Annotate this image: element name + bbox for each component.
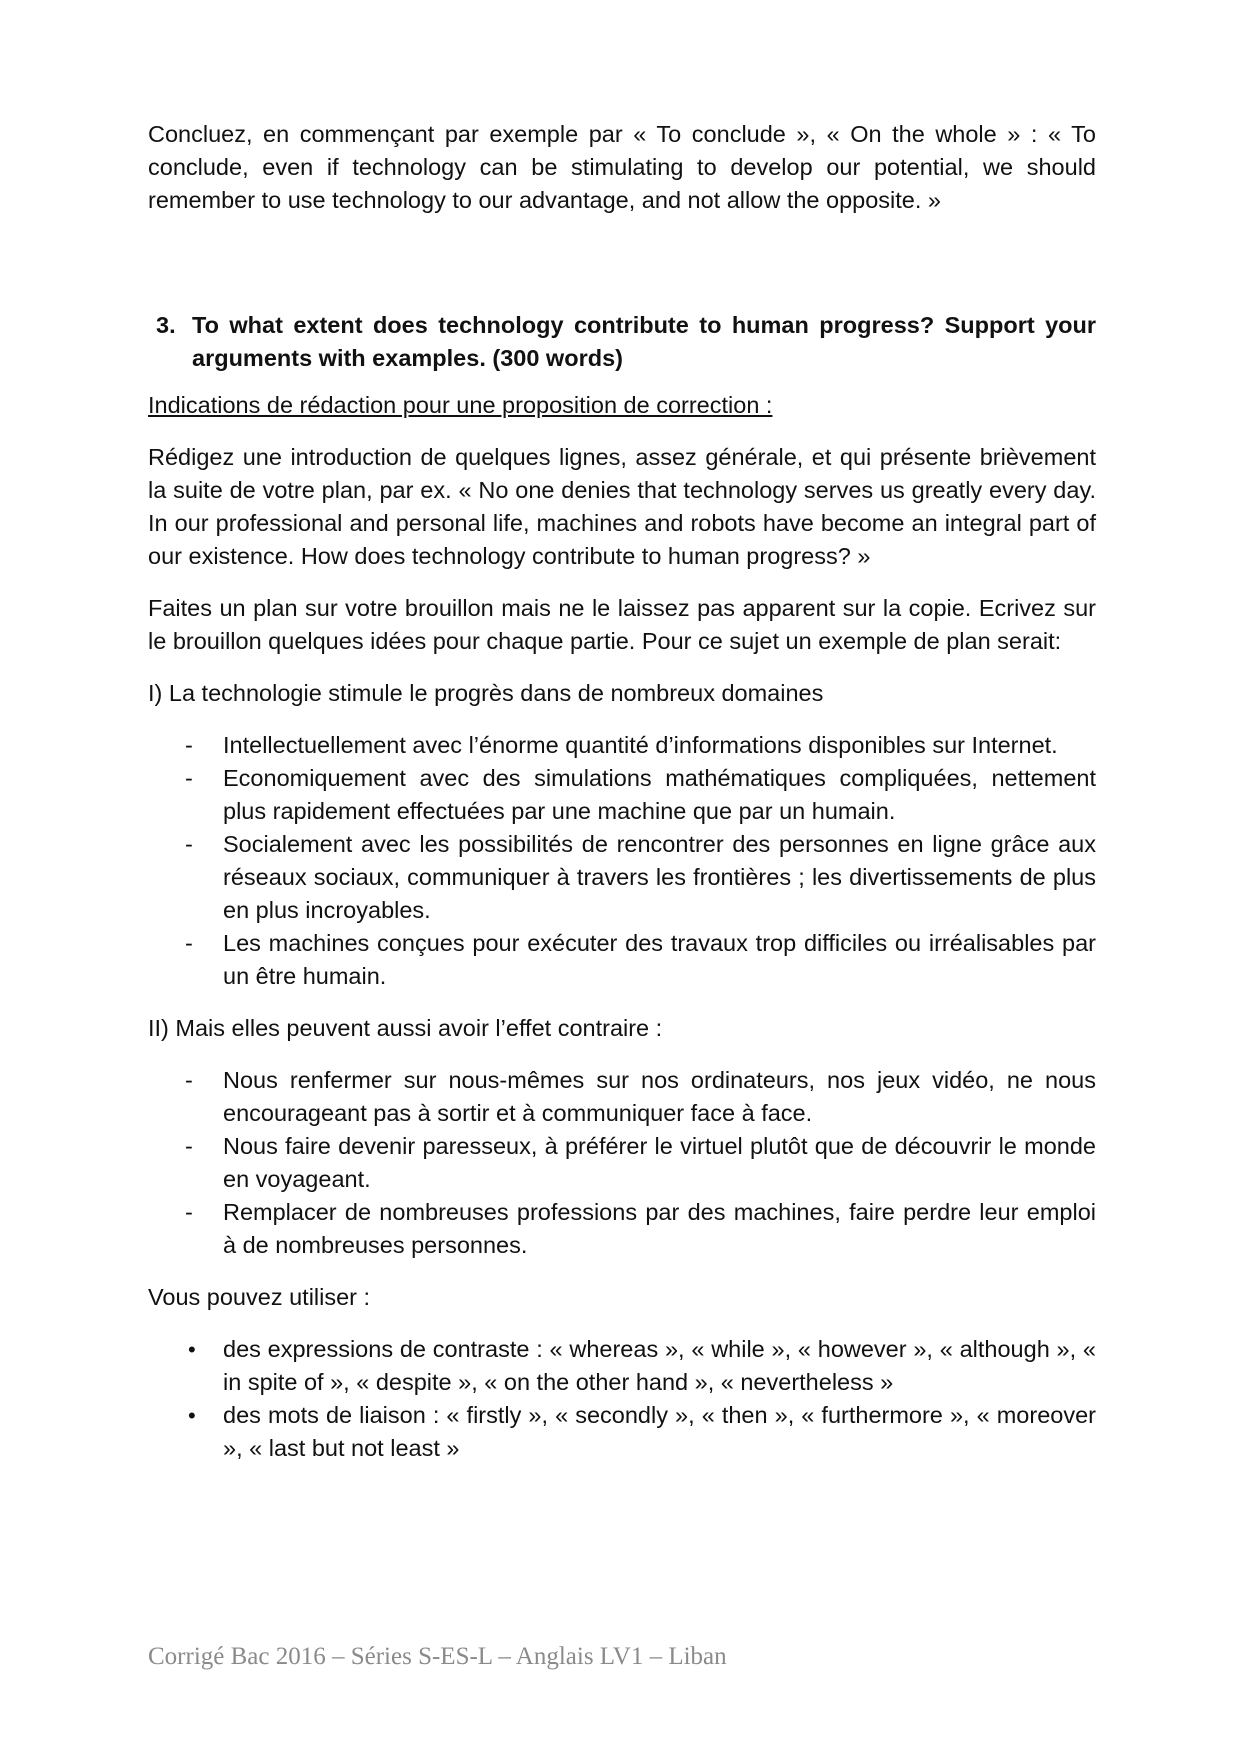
list-item xyxy=(148,828,1096,927)
list-item xyxy=(148,1064,1096,1130)
dash-marker: - xyxy=(185,1067,193,1093)
dash-marker: - xyxy=(185,1199,193,1225)
list-item-text: Nous renfermer sur nous-mêmes sur nos ordinateurs, nos jeux vidéo, ne nous encourageant pas à sortir et à communiquer face à face. xyxy=(223,1067,1096,1126)
list-item-text: des expressions de contraste : « whereas », « while », « however », « although », « in spite of », « despite », « on the other hand », « nevertheless » xyxy=(223,1336,1096,1395)
dash-marker: - xyxy=(185,930,193,956)
introduction-paragraph: Rédigez une introduction de quelques lignes, assez générale, et qui présente brièvement la suite de votre plan, par ex. « No one denies that technology serves us greatly every day. In our professional and personal life, machines and robots have become an integral part of our existence. How does technology contribute to human progress? » xyxy=(148,444,1096,569)
list-item-text: des mots de liaison : « firstly », « secondly », « then », « furthermore », « moreover », « last but not least » xyxy=(223,1402,1096,1461)
section-2-heading: II) Mais elles peuvent aussi avoir l’effet contraire : xyxy=(148,1015,663,1041)
section-1-heading: I) La technologie stimule le progrès dans de nombreux domaines xyxy=(148,680,824,706)
dash-marker: - xyxy=(185,765,193,791)
list-item-text: Remplacer de nombreuses professions par des machines, faire perdre leur emploi à de nombreuses personnes. xyxy=(223,1199,1096,1258)
bullet-marker: • xyxy=(188,1337,196,1362)
dash-marker: - xyxy=(185,1133,193,1159)
question-number: 3. xyxy=(156,312,176,338)
document-page xyxy=(148,118,1096,1484)
list-item xyxy=(148,927,1096,993)
list-item xyxy=(148,1399,1096,1465)
bullet-marker: • xyxy=(188,1403,196,1428)
section-2-list xyxy=(148,1064,1096,1262)
tools-list xyxy=(148,1333,1096,1465)
list-item xyxy=(148,1196,1096,1262)
tools-heading: Vous pouvez utiliser : xyxy=(148,1284,371,1310)
list-item xyxy=(148,762,1096,828)
question-3 xyxy=(156,309,1096,375)
plan-paragraph: Faites un plan sur votre brouillon mais ne le laissez pas apparent sur la copie. Ecrivez sur le brouillon quelques idées pour chaque partie. Pour ce sujet un exemple de plan serait: xyxy=(148,595,1096,654)
dash-marker: - xyxy=(185,732,193,758)
list-item xyxy=(148,729,1096,762)
conclusion-paragraph: Concluez, en commençant par exemple par « To conclude », « On the whole » : « To conclude, even if technology can be stimulating to develop our potential, we should remember to use technology to our advantage, and not allow the opposite. » xyxy=(148,121,1096,213)
dash-marker: - xyxy=(185,831,193,857)
list-item xyxy=(148,1130,1096,1196)
section-1-list xyxy=(148,729,1096,993)
list-item-text: Les machines conçues pour exécuter des travaux trop difficiles ou irréalisables par un être humain. xyxy=(223,930,1096,989)
question-text: To what extent does technology contribute to human progress? Support your arguments with examples. (300 words) xyxy=(192,312,1096,371)
list-item xyxy=(148,1333,1096,1399)
indications-heading: Indications de rédaction pour une proposition de correction : xyxy=(148,392,773,418)
list-item-text: Socialement avec les possibilités de rencontrer des personnes en ligne grâce aux réseaux sociaux, communiquer à travers les frontières ; les divertissements de plus en plus incroyables. xyxy=(223,831,1096,923)
list-item-text: Intellectuellement avec l’énorme quantité d’informations disponibles sur Internet. xyxy=(223,732,1058,758)
list-item-text: Economiquement avec des simulations mathématiques compliquées, nettement plus rapidement effectuées par une machine que par un humain. xyxy=(223,765,1096,824)
page-footer: Corrigé Bac 2016 – Séries S-ES-L – Anglais LV1 – Liban xyxy=(148,1643,727,1670)
list-item-text: Nous faire devenir paresseux, à préférer le virtuel plutôt que de découvrir le monde en voyageant. xyxy=(223,1133,1096,1192)
